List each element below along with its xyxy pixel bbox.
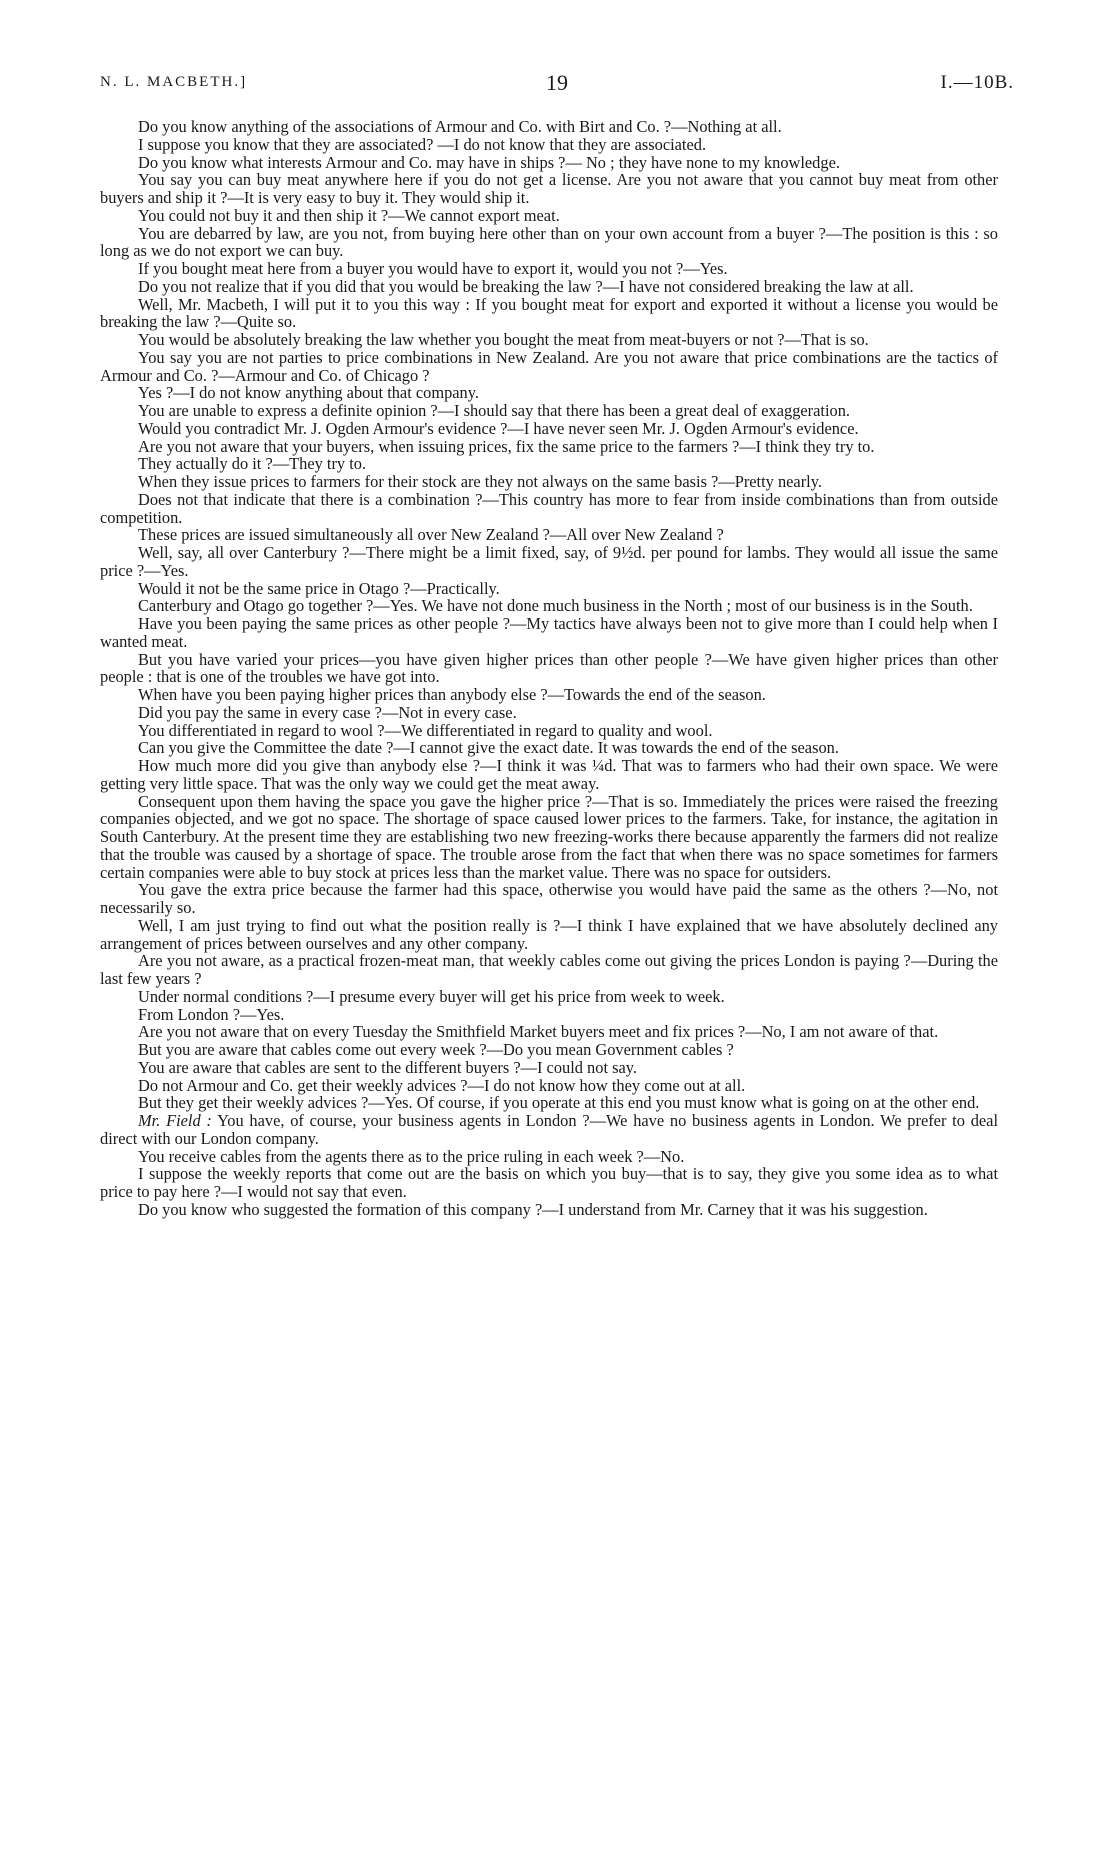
paragraph-text: You say you are not parties to price combinations in New Zealand. Are you not aware that price combinations are the tactics of Armour and Co. ?—Armour and Co. of Chicago ? xyxy=(100,347,998,385)
evidence-paragraph xyxy=(100,597,998,615)
evidence-paragraph xyxy=(100,526,998,544)
evidence-text xyxy=(100,118,998,1219)
paragraph-text: You are unable to express a definite opinion ?—I should say that there has been a great deal of exaggeration. xyxy=(138,401,850,420)
paragraph-text: They actually do it ?—They try to. xyxy=(138,454,367,474)
evidence-paragraph xyxy=(100,225,998,261)
paragraph-text: You have, of course, your business agents in London ?—We have no business agents in London. We prefer to deal direct with our London company. xyxy=(100,1111,998,1148)
page-number: 19 xyxy=(546,70,568,95)
evidence-paragraph xyxy=(100,686,998,704)
paragraph-text: Are you not aware, as a practical frozen-meat man, that weekly cables come out giving the prices London is paying ?—During the last few years ? xyxy=(100,951,998,988)
paragraph-text: When have you been paying higher prices than anybody else ?—Towards the end of the season. xyxy=(138,685,766,704)
evidence-paragraph xyxy=(100,491,998,527)
evidence-paragraph xyxy=(100,1006,998,1024)
paragraph-text: You gave the extra price because the farmer had this space, otherwise you would have paid the same as the others ?—No, not necessarily so. xyxy=(100,880,998,917)
paragraph-text: Yes ?—I do not know anything about that company. xyxy=(138,383,479,403)
paragraph-text: Do you know what interests Armour and Co. may have in ships ?— No ; they have none to my knowledge. xyxy=(138,152,840,172)
evidence-paragraph xyxy=(100,651,998,687)
paragraph-text: Did you pay the same in every case ?—Not in every case. xyxy=(138,702,517,722)
evidence-paragraph xyxy=(100,952,998,988)
evidence-paragraph xyxy=(100,402,998,420)
paragraph-text: You are debarred by law, are you not, from buying here other than on your own account from a buyer ?—The position is this : so long as we do not export we can buy. xyxy=(100,223,998,261)
evidence-paragraph xyxy=(100,136,998,154)
paragraph-text: You would be absolutely breaking the law whether you bought the meat from meat-buyers or not ?—That is so. xyxy=(138,330,869,349)
evidence-paragraph xyxy=(100,118,998,136)
paragraph-text: You could not buy it and then ship it ?—We cannot export meat. xyxy=(138,205,560,225)
paragraph-text: These prices are issued simultaneously all over New Zealand ?—All over New Zealand ? xyxy=(138,525,724,545)
paragraph-text: Would you contradict Mr. J. Ogden Armour's evidence ?—I have never seen Mr. J. Ogden Armour's evidence. xyxy=(138,418,859,438)
evidence-paragraph xyxy=(100,278,998,296)
paragraph-text: You differentiated in regard to wool ?—We differentiated in regard to quality and wool. xyxy=(138,720,713,740)
paragraph-text: Are you not aware that on every Tuesday the Smithfield Market buyers meet and fix prices ?—No, I am not aware of that. xyxy=(138,1022,939,1042)
paragraph-text: You are aware that cables are sent to the different buyers ?—I could not say. xyxy=(138,1057,637,1077)
paragraph-text: Well, say, all over Canterbury ?—There might be a limit fixed, say, of 9½d. per pound for lambs. They would all issue the same price ?—Yes. xyxy=(100,543,998,580)
paragraph-text: But you have varied your prices—you have given higher prices than other people ?—We have given higher prices than other people : that is one of the troubles we have got into. xyxy=(100,649,998,687)
evidence-paragraph xyxy=(100,1023,998,1041)
evidence-paragraph xyxy=(100,260,998,278)
paragraph-text: Would it not be the same price in Otago ?—Practically. xyxy=(138,578,500,598)
paragraph-text: You receive cables from the agents there as to the price ruling in each week ?—No. xyxy=(138,1146,685,1166)
evidence-paragraph xyxy=(100,580,998,598)
paragraph-text: Do you know who suggested the formation of this company ?—I understand from Mr. Carney that it was his suggestion. xyxy=(138,1199,928,1219)
evidence-paragraph xyxy=(100,438,998,456)
paragraph-text: Do you know anything of the associations of Armour and Co. with Birt and Co. ?—Nothing at all. xyxy=(138,117,782,136)
paragraph-text: Are you not aware that your buyers, when issuing prices, fix the same price to the farmers ?—I think they try to. xyxy=(138,436,875,456)
evidence-paragraph xyxy=(100,207,998,225)
evidence-paragraph xyxy=(100,384,998,402)
paragraph-text: Well, Mr. Macbeth, I will put it to you this way : If you bought meat for export and exported it without a license you would be breaking the law ?—Quite so. xyxy=(100,294,998,332)
evidence-paragraph xyxy=(100,988,998,1006)
evidence-paragraph xyxy=(100,1165,998,1201)
evidence-paragraph xyxy=(100,1201,998,1219)
witness-name: N. L. MACBETH.] xyxy=(100,74,248,90)
paragraph-text: Under normal conditions ?—I presume every buyer will get his price from week to week. xyxy=(138,986,725,1006)
paragraph-text: But you are aware that cables come out every week ?—Do you mean Government cables ? xyxy=(138,1040,734,1059)
paragraph-text: Do not Armour and Co. get their weekly advices ?—I do not know how they come out at all. xyxy=(138,1075,746,1095)
paragraph-text: Canterbury and Otago go together ?—Yes. We have not done much business in the North ; most of our business is in the South. xyxy=(138,596,973,616)
paragraph-text: I suppose the weekly reports that come out are the basis on which you buy—that is to say, they give you some idea as to what price to pay here ?—I would not say that even. xyxy=(100,1164,998,1201)
evidence-paragraph xyxy=(100,1059,998,1077)
evidence-paragraph xyxy=(100,171,998,207)
paragraph-text: But they get their weekly advices ?—Yes. Of course, if you operate at this end you must know what is going on at the other end. xyxy=(138,1093,980,1113)
evidence-paragraph xyxy=(100,1077,998,1095)
evidence-paragraph xyxy=(100,917,998,953)
evidence-paragraph xyxy=(100,615,998,651)
evidence-paragraph xyxy=(100,154,998,172)
evidence-paragraph xyxy=(100,793,998,882)
evidence-paragraph xyxy=(100,881,998,917)
evidence-paragraph xyxy=(100,704,998,722)
evidence-paragraph xyxy=(100,420,998,438)
evidence-paragraph xyxy=(100,473,998,491)
evidence-paragraph xyxy=(100,331,998,349)
evidence-paragraph xyxy=(100,722,998,740)
paragraph-text: Consequent upon them having the space you gave the higher price ?—That is so. Immediately the prices were raised the freezing companies objected, and we got no space. The shortage of space caused lower prices to the farmers. Take, for instance, the agitation in South Canterbury. At the present time they are establishing two new freezing-works there because apparently the farmers did not realize that the trouble was caused by a shortage of space. The trouble arose from the fact that when there was no space sometimes for farmers certain companies were able to buy stock at prices less than the market value. There was no space for outsiders. xyxy=(100,791,998,882)
document-reference: I.—10B. xyxy=(940,72,1014,93)
evidence-paragraph xyxy=(100,544,998,580)
paragraph-text: Have you been paying the same prices as other people ?—My tactics have always been not to give more than I could help when I wanted meat. xyxy=(100,614,998,651)
paragraph-text: Can you give the Committee the date ?—I cannot give the exact date. It was towards the end of the season. xyxy=(138,738,839,758)
evidence-paragraph xyxy=(100,455,998,473)
evidence-paragraph xyxy=(100,1041,998,1059)
evidence-paragraph xyxy=(100,1094,998,1112)
evidence-paragraph xyxy=(100,1112,998,1148)
evidence-paragraph xyxy=(100,349,998,385)
running-header xyxy=(100,70,1014,100)
paragraph-text: Do you not realize that if you did that you would be breaking the law ?—I have not considered breaking the law at all. xyxy=(138,276,914,296)
paragraph-text: Does not that indicate that there is a combination ?—This country has more to fear from inside combinations than from outside competition. xyxy=(100,489,998,527)
evidence-paragraph xyxy=(100,739,998,757)
speaker-label: Mr. Field : xyxy=(138,1111,212,1130)
evidence-paragraph xyxy=(100,757,998,793)
paragraph-text: If you bought meat here from a buyer you would have to export it, would you not ?—Yes. xyxy=(138,259,728,278)
paragraph-text: How much more did you give than anybody else ?—I think it was ¼d. That was to farmers who had their own space. We were getting very little space. That was the only way we could get the meat away. xyxy=(100,756,998,793)
paragraph-text: I suppose you know that they are associated? —I do not know that they are associated. xyxy=(138,134,707,154)
paragraph-text: You say you can buy meat anywhere here if you do not get a license. Are you not aware that you cannot buy meat from other buyers and ship it ?—It is very easy to buy it. They would ship it. xyxy=(100,170,998,207)
paragraph-text: From London ?—Yes. xyxy=(138,1004,285,1024)
paragraph-text: When they issue prices to farmers for their stock are they not always on the same basis ?—Pretty nearly. xyxy=(138,472,822,491)
evidence-paragraph xyxy=(100,296,998,332)
evidence-paragraph xyxy=(100,1148,998,1166)
paragraph-text: Well, I am just trying to find out what the position really is ?—I think I have explained that we have absolutely declined any arrangement of prices between ourselves and any other company. xyxy=(100,915,998,953)
